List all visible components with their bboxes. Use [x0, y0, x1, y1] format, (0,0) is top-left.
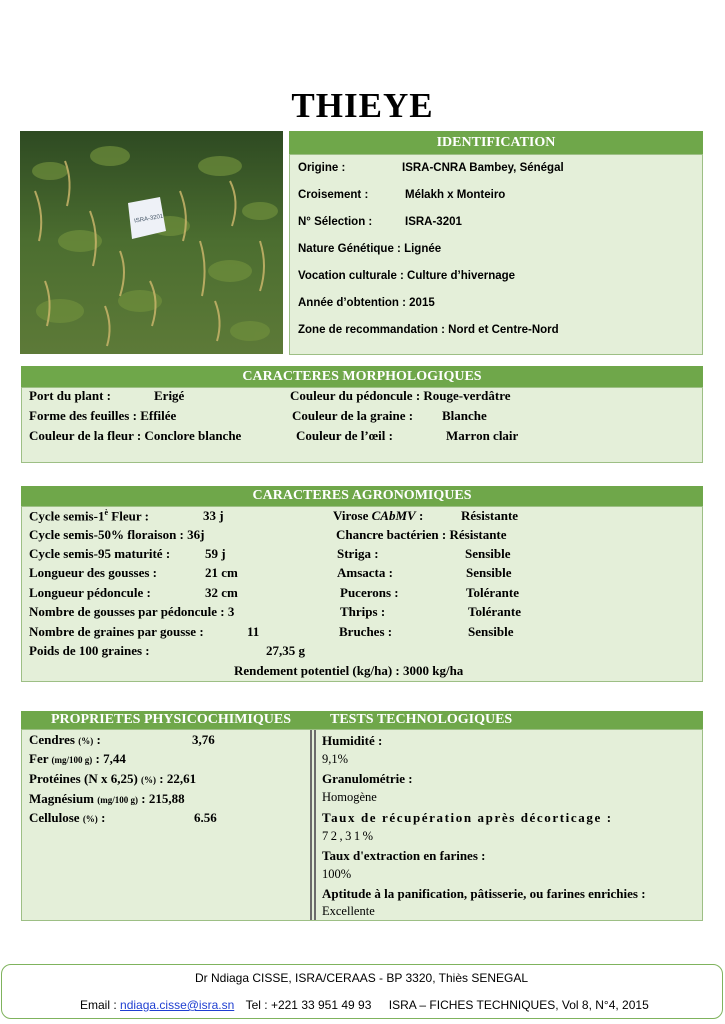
- morpho-header: CARACTERES MORPHOLOGIQUES: [21, 366, 703, 387]
- agro-pucerons-value: Tolérante: [466, 585, 519, 600]
- footer-address: Dr Ndiaga CISSE, ISRA/CERAAS - BP 3320, Thiès SENEGAL: [194, 971, 529, 985]
- tests-recuperation-value: 72,31%: [322, 829, 376, 843]
- morpho-oeil-value: Marron clair: [446, 428, 519, 443]
- agro-virose-label: Virose CAbMV :: [333, 508, 424, 523]
- tests-granulometrie-label: Granulométrie :: [322, 771, 413, 786]
- morpho-oeil-label: Couleur de l’œil :: [296, 428, 393, 443]
- ident-row-vocation: Vocation culturale : Culture d’hivernage: [298, 270, 516, 282]
- physico-cendres-value: 3,76: [192, 732, 215, 747]
- agro-maturite-value: 59 j: [205, 546, 226, 561]
- agro-nb-gousses: Nombre de gousses par pédoncule : 3: [29, 604, 235, 619]
- physico-cellulose-label: Cellulose (%) :: [29, 810, 106, 825]
- tests-extraction-label: Taux d'extraction en farines :: [322, 848, 486, 863]
- morpho-feuilles: Forme des feuilles : Effilée: [29, 408, 177, 423]
- page-title: THIEYE: [291, 86, 434, 125]
- agro-nb-graines-label: Nombre de graines par gousse :: [29, 624, 204, 639]
- agro-panel: [21, 506, 703, 682]
- ident-row-croisement: Croisement : Mélakh x Monteiro: [298, 189, 506, 201]
- physico-tests-header: [21, 711, 703, 729]
- field-photo: [20, 131, 283, 354]
- agro-gousses-value: 21 cm: [205, 565, 238, 580]
- morpho-pedoncule: Couleur du pédoncule : Rouge-verdâtre: [290, 388, 511, 403]
- morpho-port-value: Erigé: [154, 388, 185, 403]
- agro-thrips-label: Thrips :: [340, 604, 386, 619]
- tests-humidite-label: Humidité :: [322, 733, 383, 748]
- tests-recuperation-label: Taux de récupération après décorticage :: [322, 810, 613, 825]
- agro-chancre: Chancre bactérien : Résistante: [336, 527, 507, 542]
- morpho-port-label: Port du plant :: [29, 388, 111, 403]
- footer-ref: ISRA – FICHES TECHNIQUES, Vol 8, N°4, 2015: [388, 998, 649, 1012]
- tests-header: TESTS TECHNOLOGIQUES: [330, 712, 513, 727]
- physico-magnesium: Magnésium (mg/100 g) : 215,88: [29, 791, 185, 806]
- physico-header: PROPRIETES PHYSICOCHIMIQUES: [51, 712, 291, 727]
- ident-row-zone: Zone de recommandation : Nord et Centre-Nord: [298, 324, 559, 336]
- agro-pedoncule-value: 32 cm: [205, 585, 238, 600]
- agro-striga-label: Striga :: [337, 546, 379, 561]
- agro-bruches-label: Bruches :: [339, 624, 393, 639]
- agro-maturite-label: Cycle semis-95 maturité :: [29, 546, 171, 561]
- morpho-panel: [21, 387, 703, 463]
- agro-poids-value: 27,35 g: [266, 643, 305, 658]
- agro-amsacta-value: Sensible: [466, 565, 512, 580]
- ident-row-nature: Nature Génétique : Lignée: [298, 243, 442, 255]
- morpho-graine-value: Blanche: [442, 408, 487, 423]
- agro-pucerons-label: Pucerons :: [340, 585, 399, 600]
- agro-pedoncule-label: Longueur pédoncule :: [29, 585, 151, 600]
- agro-bruches-value: Sensible: [468, 624, 514, 639]
- footer-email-label: Email :: [80, 998, 117, 1012]
- cowpea-field-image: [20, 131, 283, 354]
- morpho-fleur: Couleur de la fleur : Conclore blanche: [29, 428, 242, 443]
- agro-thrips-value: Tolérante: [468, 604, 521, 619]
- tests-aptitude-value: Excellente: [322, 904, 375, 918]
- physico-fer: Fer (mg/100 g) : 7,44: [29, 751, 126, 766]
- ident-row-origine: Origine : ISRA-CNRA Bambey, Sénégal: [298, 162, 564, 174]
- physico-cellulose-value: 6.56: [194, 810, 217, 825]
- footer-contact: [80, 998, 649, 1012]
- identification-header: IDENTIFICATION: [289, 131, 703, 154]
- column-divider: [310, 730, 312, 920]
- morpho-graine-label: Couleur de la graine :: [292, 408, 414, 423]
- agro-amsacta-label: Amsacta :: [337, 565, 393, 580]
- tests-granulometrie-value: Homogène: [322, 790, 377, 804]
- agro-striga-value: Sensible: [465, 546, 511, 561]
- agro-virose-value: Résistante: [461, 508, 519, 523]
- agro-header: CARACTERES AGRONOMIQUES: [21, 486, 703, 506]
- agro-nb-graines-value: 11: [247, 624, 260, 639]
- footer-tel: Tel : +221 33 951 49 93: [245, 998, 372, 1012]
- physico-tests-panel: [21, 729, 703, 921]
- agro-gousses-label: Longueur des gousses :: [29, 565, 157, 580]
- agro-poids-label: Poids de 100 graines :: [29, 643, 150, 658]
- tests-humidite-value: 9,1%: [322, 752, 349, 766]
- agro-cycle-fleur-value: 33 j: [203, 508, 224, 523]
- footer-email-link[interactable]: ndiaga.cisse@isra.sn: [120, 998, 235, 1012]
- agro-cycle-fleur-label: Cycle semis-$1^è$ Fleur :: [29, 508, 149, 524]
- ident-row-selection: N° Sélection : ISRA-3201: [298, 216, 462, 228]
- tests-aptitude-label: Aptitude à la panification, pâtisserie, ou farines enrichies :: [322, 886, 646, 901]
- footer: [1, 964, 723, 1019]
- sign-text: ISRA-3201: [133, 213, 164, 225]
- ident-row-annee: Année d’obtention : 2015: [298, 297, 435, 309]
- identification-panel: [289, 154, 703, 355]
- physico-proteines: Protéines (N x 6,25) (%) : 22,61: [29, 771, 197, 786]
- column-divider-2: [314, 730, 316, 920]
- agro-floraison: Cycle semis-50% floraison : 36j: [29, 527, 205, 542]
- agro-rendement: Rendement potentiel (kg/ha) : 3000 kg/ha: [234, 663, 464, 678]
- tests-extraction-value: 100%: [322, 867, 352, 881]
- physico-cendres-label: Cendres (%) :: [29, 732, 101, 747]
